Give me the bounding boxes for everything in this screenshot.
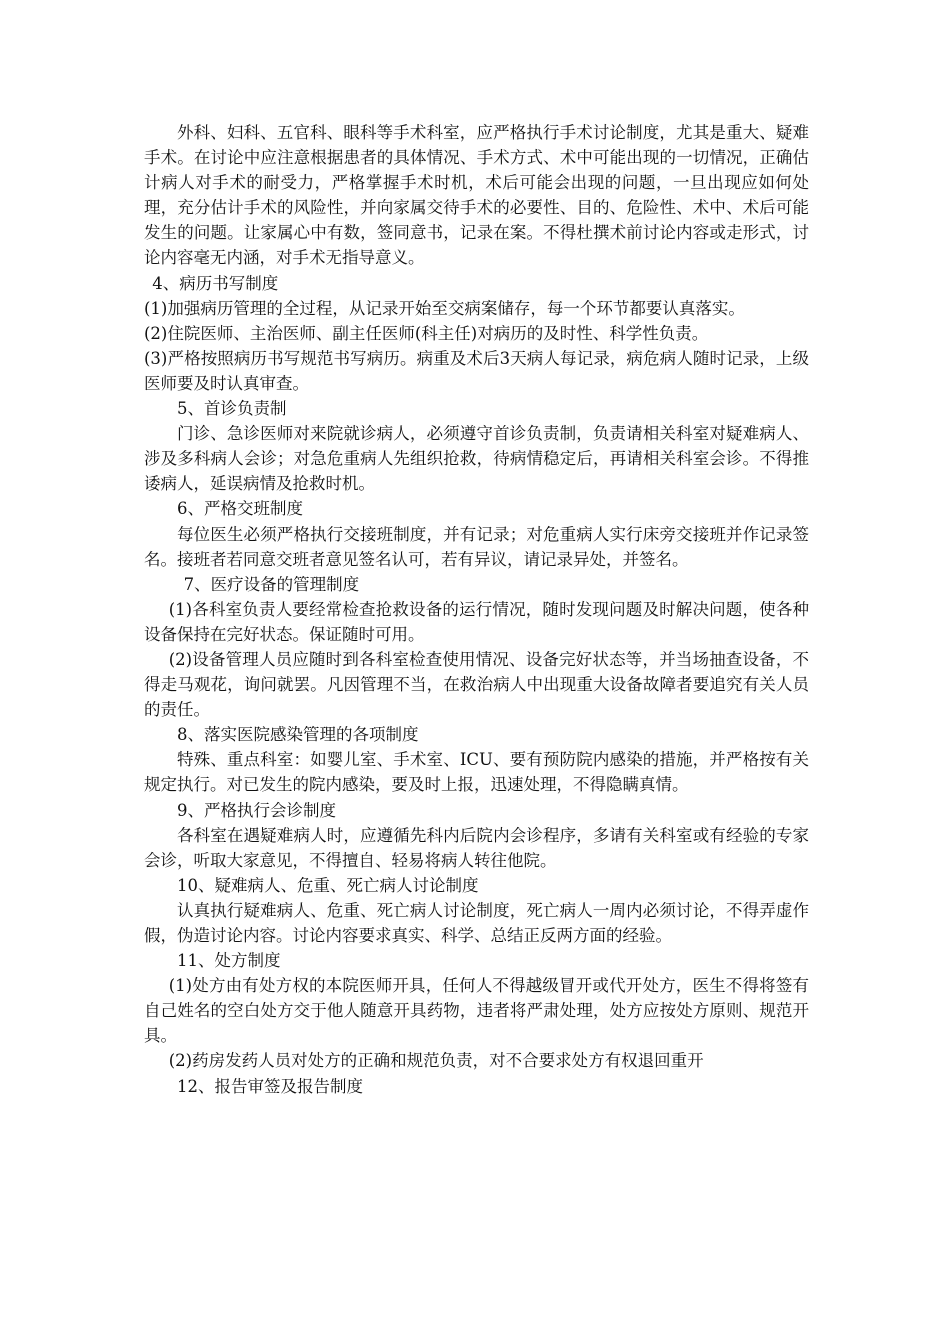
paragraph-shift-handover: 每位医生必须严格执行交接班制度，并有记录；对危重病人实行床旁交接班并作记录签名。接班者若同意交班者意见签名认可，若有异议，请记录异处，并签名。	[144, 524, 809, 569]
paragraph-infection-management: 特殊、重点科室：如婴儿室、手术室、ICU、要有预防院内感染的措施，并严格按有关规定执行。对已发生的院内感染，要及时上报，迅速处理，不得隐瞒真情。	[144, 750, 809, 795]
heading-infection-management: 8、落实医院感染管理的各项制度	[177, 725, 419, 745]
heading-consultation: 9、严格执行会诊制度	[177, 800, 336, 820]
heading-case-discussion: 10、疑难病人、危重、死亡病人讨论制度	[177, 875, 479, 895]
heading-shift-handover: 6、严格交班制度	[177, 499, 303, 519]
paragraph-record-management: (1)加强病历管理的全过程，从记录开始至交病案储存，每一个环节都要认真落实。	[144, 298, 745, 318]
paragraph-prescription-rules: (1)处方由有处方权的本院医师开具，任何人不得越级冒开或代开处方，医生不得将签有自己姓名的空白处方交于他人随意开具药物，违者将严肃处理，处方应按处方原则、规范开具。	[144, 976, 809, 1046]
heading-first-visit-responsibility: 5、首诊负责制	[177, 399, 287, 419]
paragraph-pharmacy-responsibility: (2)药房发药人员对处方的正确和规范负责，对不合要求处方有权退回重开	[168, 1051, 704, 1071]
heading-report-review: 12、报告审签及报告制度	[177, 1076, 363, 1096]
paragraph-case-discussion: 认真执行疑难病人、危重、死亡病人讨论制度，死亡病人一周内必须讨论，不得弄虚作假，伪造讨论内容。讨论内容要求真实、科学、总结正反两方面的经验。	[144, 900, 809, 945]
paragraph-consultation: 各科室在遇疑难病人时，应遵循先科内后院内会诊程序，多请有关科室或有经验的专家会诊，听取大家意见，不得擅自、轻易将病人转往他院。	[144, 825, 809, 870]
paragraph-record-standards: (3)严格按照病历书写规范书写病历。病重及术后3天病人每记录，病危病人随时记录，上级医师要及时认真审查。	[144, 348, 809, 393]
heading-medical-record-writing: 4、病历书写制度	[152, 273, 279, 293]
heading-prescription: 11、处方制度	[177, 951, 281, 971]
paragraph-equipment-inspection: (2)设备管理人员应随时到各科室检查使用情况、设备完好状态等，并当场抽查设备，不得走马观花，询问就罢。凡因管理不当，在救治病人中出现重大设备故障者要追究有关人员的责任。	[144, 649, 809, 720]
paragraph-first-visit: 门诊、急诊医师对来院就诊病人，必须遵守首诊负责制，负责请相关科室对疑难病人、涉及多科病人会诊；对急危重病人先组织抢救，待病情稳定后，再请相关科室会诊。不得推诿病人，延误病情及抢救时机。	[144, 424, 809, 494]
paragraph-physician-responsibility: (2)住院医师、主治医师、副主任医师(科主任)对病历的及时性、科学性负责。	[144, 323, 709, 343]
document-page	[144, 120, 809, 1099]
heading-equipment-management: 7、医疗设备的管理制度	[183, 574, 360, 594]
paragraph-equipment-check: (1)各科室负责人要经常检查抢救设备的运行情况，随时发现问题及时解决问题，使各种设备保持在完好状态。保证随时可用。	[144, 599, 809, 644]
paragraph-surgery-discussion: 外科、妇科、五官科、眼科等手术科室，应严格执行手术讨论制度，尤其是重大、疑难手术。在讨论中应注意根据患者的具体情况、手术方式、术中可能出现的一切情况，正确估计病人对手术的耐受力，严格掌握手术时机，术后可能会出现的问题，一旦出现应如何处理，充分估计手术的风险性，并向家属交待手术的必要性、目的、危险性、术中、术后可能发生的问题。让家属心中有数，签同意书，记录在案。不得杜撰术前讨论内容或走形式，讨论内容毫无内涵，对手术无指导意义。	[144, 123, 809, 268]
